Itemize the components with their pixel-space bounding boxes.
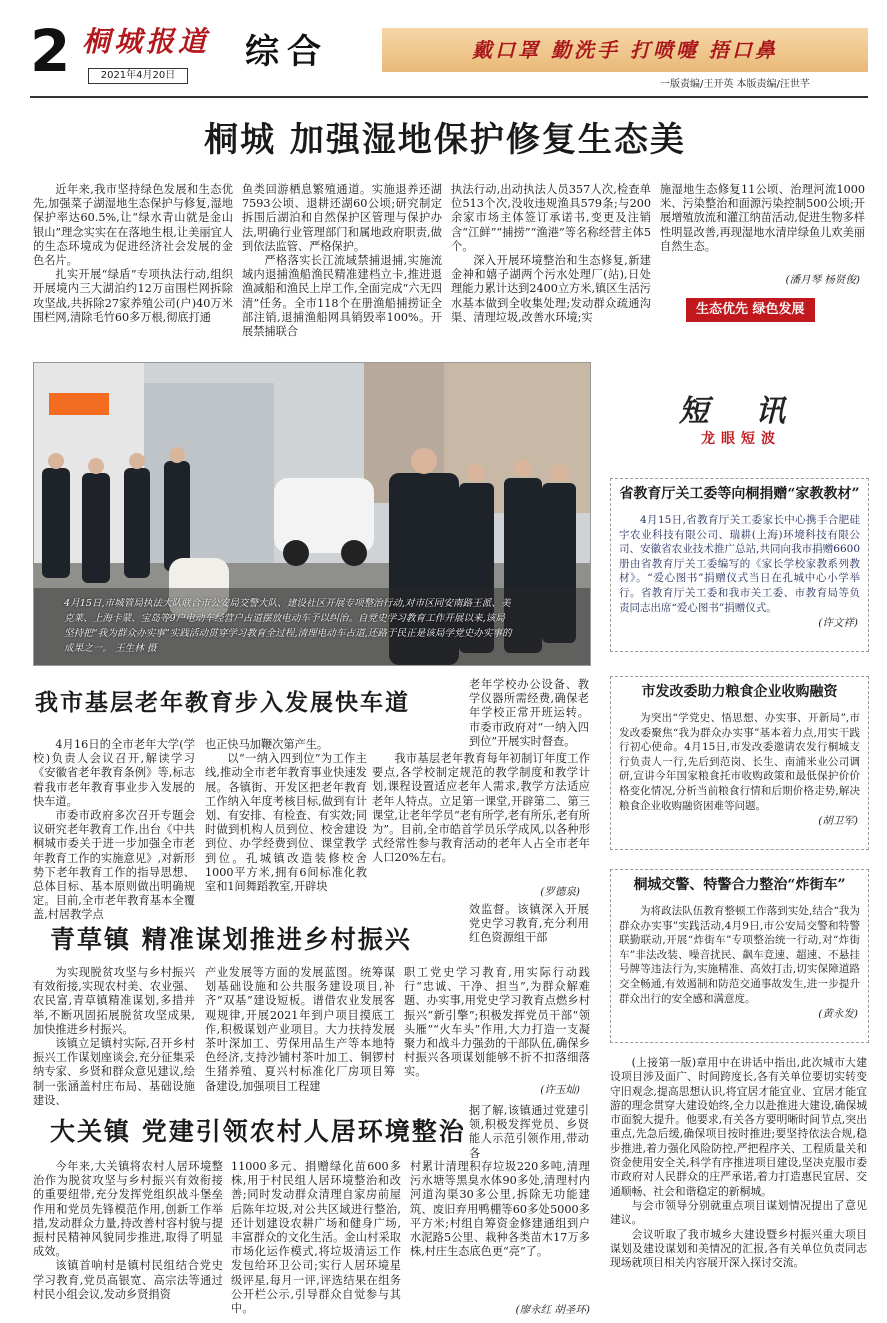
page-number: 2 <box>30 17 71 85</box>
brief-banner-title: 短 讯 <box>678 394 804 429</box>
aging-paragraph: 我市基层老年教育每年初制订年度工作要点,各学校制定规范的教学制度和教学计划,课程设置适应老年人需求,教学方法适应老年人特点。立足第一课堂,开辟第二、第三课堂,让老年学员“老有所学,老有所乐,老有所为”。目前,全市皓首学员乐学成风,以各种形式经常性参与教育活动的老年人占全市老年人口20%左右。 <box>372 752 590 865</box>
lead-paragraph: 施湿地生态修复11公顷、治理河流1000米、污染整治和面源污染控制500公顷;开展增殖放流和灌江纳苗活动,促进生物多样性明显改善,再现湿地水清岸绿鱼儿欢美丽自然生态。 <box>660 183 865 253</box>
continued-article <box>610 1056 867 1270</box>
aging-col-3 <box>372 752 590 866</box>
aging-paragraph: 也正快马加鞭次第产生。 <box>205 738 329 751</box>
brief-item-text <box>619 513 860 615</box>
brief-item-text <box>619 904 860 1006</box>
daguan-paragraph: 11000多元、捐赠绿化苗600多株,用于村民组人居环境整治和改善;同时发动群众清理自家房前屋后陈年垃圾,对公共区域进行整治,还计划建设农耕广场和健身广场,丰富群众的文化生活。金山村采取市场化运作模式,将垃圾清运工作发包给环卫公司;实行人居环境星级评星,每月一评,评选结果在组务公开栏公示,引导群众自觉参与其中。 <box>231 1160 401 1316</box>
qingcao-col-3 <box>404 966 590 1080</box>
qingcao-paragraph: 该镇立足镇村实际,召开乡村振兴工作谋划座谈会,充分征集采纳专家、乡贤和群众意见建议,绘制一张涵盖村庄布局、基础设施建设、 <box>33 1037 195 1107</box>
brief-item-title: 桐城交警、特警合力整治“炸街车” <box>633 877 846 893</box>
aging-headline: 我市基层老年教育步入发展快车道 <box>35 689 410 716</box>
daguan-paragraph: 该镇首响村是镇村民组结合党史学习教育,党员高银宽、高宗法等通过村民小组会议,发动乡贤捐资 <box>33 1259 223 1301</box>
top-banner-text: 戴口罩 勤洗手 打喷嚏 捂口鼻 <box>472 38 778 62</box>
daguan-paragraph: 今年来,大关镇将农村人居环境整治作为脱贫攻坚与乡村振兴有效衔接的重要纽带,充分发挥党组织战斗堡垒作用和党员先锋模范作用,创新工作举措,发动群众力量,持改善村容村貌与提振村民精神风貌同步推进,取得了明显成效。 <box>33 1160 223 1259</box>
lead-paragraph: 扎实开展“绿盾”专项执法行动,组织开展境内三大湖泊约12万亩围栏网拆除攻坚战,共拆除27家养殖公司(户)40万米围栏网,清除毛竹60多万根,彻底打通 <box>33 268 233 324</box>
masthead <box>0 0 887 110</box>
daguan-col-top: 据了解,该镇通过党建引领,积极发挥党员、乡贤能人示范引领作用,带动各 <box>469 1104 589 1160</box>
brief-item-title: 省教育厅关工委等向桐捐赠“家教教材” <box>619 486 860 502</box>
brief-banner-subtitle: 龙眼短波 <box>701 431 781 447</box>
qingcao-col-top: 效监督。该镇深入开展党史学习教育,充分利用红色资源组干部 <box>469 903 589 945</box>
qingcao-headline: 青草镇 精准谋划推进乡村振兴 <box>50 925 412 954</box>
brief-banner <box>626 394 856 454</box>
daguan-paragraph: 村累计清理积存垃圾220多吨,清理污水塘等黑臭水体90多处,清理村内河道沟渠30多公里,拆除无功能建筑、废旧弃用鸭棚等60多处5000多平方米;村组自筹资金修建通组到户水泥路5公里、栽种各类苗木17万多株,村庄生态底色更“亮”了。 <box>410 1160 590 1259</box>
masthead-rule <box>30 96 868 98</box>
paper-name: 桐城报道 <box>82 25 211 58</box>
lead-paragraph: 执法行动,出动执法人员357人次,检查单位513个次,没收违规渔具579条;与200余家市场主体签订承诺书,变更及注销含“江鲜”“捕捞”“渔港”等名称经营主体5个。 <box>451 183 651 253</box>
aging-col-2 <box>205 738 367 894</box>
aging-col-1 <box>33 738 195 923</box>
daguan-col-2 <box>231 1160 401 1316</box>
aging-paragraph: 4月16日的全市老年大学(学校)负责人会议召开,解读学习《安徽省老年教育条例》等,标志着我市老年教育事业步入发展的快车道。 <box>33 738 195 808</box>
daguan-author: (廖永红 胡圣环) <box>515 1304 590 1316</box>
qingcao-author: (许玉灿) <box>540 1084 580 1096</box>
brief-item-author: (黄永发) <box>818 1008 858 1021</box>
aging-col-top: 老年学校办公设备、教学仪器所需经费,确保老年学校正常开班运转。市委市政府对“一纳入四到位”开展实时督查。 <box>469 678 589 748</box>
lead-tag <box>686 298 815 322</box>
aging-paragraph: 市委市政府多次召开专题会议研究老年教育工作,出台《中共桐城市委关于进一步加强全市老年教育工作的实施意见》,对新形势下老年教育工作的指导思想、总体目标、基本原则做出明确规定。目前,全市老年教育基本全覆盖,村居教学点 <box>33 809 195 922</box>
lead-col-4 <box>660 183 865 254</box>
lead-paragraph: 近年来,我市坚持绿色发展和生态优先,加强菜子湖湿地生态保护与修复,湿地保护率达60.5%,让“绿水青山就是金山银山”理念实实在在落地生根,让美丽宜人的生态环境成为促进经济社会发展的金色名片。 <box>33 183 233 268</box>
brief-item-author: (许文祥) <box>818 617 858 630</box>
issue-date: 2021年4月20日 <box>88 68 188 84</box>
brief-paragraph: 为将政法队伍教育整顿工作落到实处,结合“我为群众办实事”实践活动,4月9日,市公安局交警和特警联勤联动,开展“炸街车”专项整治统一行动,对“炸街车”非法改装、噪音扰民、飙车竞速、超速、不悬挂号牌等违法行为,实施精准、高效打击,切实保障道路交全畅通,有效遏制和防范交通事故发生,进一步提升群众出行的安全感和满意度。 <box>619 905 860 1005</box>
aging-author: (罗德泉) <box>540 886 580 898</box>
continued-paragraph: 会议听取了我市城乡大建设暨乡村振兴重大项目谋划及建设谋划和美情况的汇报,各有关单位负责同志现场就项目相关内容展开深入探讨交流。 <box>610 1227 867 1270</box>
daguan-headline: 大关镇 党建引领农村人居环境整治 <box>50 1117 466 1146</box>
lead-paragraph: 深入开展环境整治和生态修复,新建金神和嬉子湖两个污水处理厂(站),日处理能力累计达到2400立方米,镇区生活污水基本做到全收集处理;发动群众疏通沟渠、清理垃圾,改善水环境;实 <box>451 254 651 324</box>
brief-paragraph: 4月15日,省教育厅关工委家长中心携手合肥硅宇农业科技有限公司、瑞耕(上海)环境科技有限公司、安徽省农业技术推广总站,共同向我市捐赠6600册由省教育厅关工委编写的《家长学校家教系列教材》。“爱心图书”捐赠仪式当日在孔城中心小学举行。省教育厅关工委和我市关工委、市教育局等负责同志出席“爱心图书”捐赠仪式。 <box>619 514 860 614</box>
section-title: 综合 <box>245 32 329 72</box>
eco-tag: 生态优先 绿色发展 <box>686 298 815 322</box>
qingcao-paragraph: 为实现脱贫攻坚与乡村振兴有效衔接,实现农村美、农业强、农民富,青草镇精准谋划,多措并举,不断巩固拓展脱贫攻坚成果,加快推进乡村振兴。 <box>33 966 195 1036</box>
brief-paragraph: 为突出“学党史、悟思想、办实事、开新局”,市发改委聚焦“我为群众办实事”基本着力点,用实干践行初心使命。4月15日,市发改委邀请农发行桐城支行负责人一行,先后到范岗、长生、南浦米业公司调研,宣讲今年国家粮食托市收购政策和最低保护价价格变化情况,分析当前粮食行情和后期价格走势,解决粮食企业收购融资困难等问题。 <box>619 712 860 812</box>
brief-item-1 <box>610 478 869 652</box>
lead-col-1 <box>33 183 233 325</box>
brief-item-text <box>619 711 860 813</box>
lead-author: (潘月琴 杨贤俊) <box>785 274 860 286</box>
qingcao-paragraph: 职工党史学习教育,用实际行动践行“忠诚、干净、担当”,为群众解难题、办实事,用党史学习教育点燃乡村振兴“新引擎”;积极发挥党员干部“领头雁”“火车头”作用,大力打造一支凝聚力和战斗力强劲的干部队伍,确保乡村振兴各项谋划能够不折不扣落细落实。 <box>404 966 590 1079</box>
photo-caption: 4月15日,市城管局执法大队联合市公安局交警大队、建设社区开展专项整治行动,对市区同安南路王派、美克莱、上海卡蒙、宝岛等9户电动车经营户占道摆放电动车予以纠治。自党史学习教育工作开展以来,该局坚持把“我为群众办实事”实践活动贯穿学习教育全过程,清理电动车占道,还路于民正是该局学党史办实事的成果之一。 王生林 摄 <box>64 598 512 654</box>
lead-col-2 <box>242 183 442 339</box>
aging-paragraph: 以“一纳入四到位”为工作主线,推动全市老年教育事业快速发展。各镇街、开发区把老年教育工作纳入年度考核目标,做到有计划、有安排、有检查、有实效;同时做到机构人员到位、校舍建设到位、办学经费到位、课堂教学到位。孔城镇改造装修校舍1000平方米,拥有6间标准化教室和1间舞蹈教室,开辟块 <box>205 752 367 894</box>
lead-paragraph: 鱼类回游栖息繁殖通道。实施退养还湖7593公顷、退耕还湖60公顷;研究制定拆围后湖泊和自然保护区管理与保护办法,明确行业管理部门和属地政府职责,做到依法监管、严格保护。 <box>242 183 442 253</box>
lead-headline: 桐城 加强湿地保护修复生态美 <box>204 120 686 160</box>
continued-paragraph: 与会市领导分别就重点项目谋划情况提出了意见建议。 <box>610 1198 867 1227</box>
brief-item-author: (胡卫军) <box>818 815 858 828</box>
brief-item-3 <box>610 869 869 1043</box>
daguan-col-3 <box>410 1160 590 1259</box>
lead-col-3 <box>451 183 651 325</box>
qingcao-col-2 <box>205 966 395 1094</box>
daguan-col-1 <box>33 1160 223 1302</box>
brief-item-title: 市发改委助力粮食企业收购融资 <box>641 684 838 700</box>
qingcao-paragraph: 产业发展等方面的发展蓝图。统筹谋划基础设施和公共服务建设项目,补齐“双基”建设短板。谱借农业发展客观规律,开展2021年到户项目摸底工作,积极谋划产业项目。大力扶持发展茶叶深加工、劳保用品生产等本地特色经济,支持沙铺村茶叶加工、铜锣村生猪养殖、夏兴村标准化厂房项目筹备建设,加强项目工程建 <box>205 966 395 1093</box>
editors-line: 一版责编/王开英 本版责编/汪世芊 <box>660 79 810 90</box>
lead-paragraph: 严格落实长江流域禁捕退捕,实施流域内退捕渔船渔民精准建档立卡,推进退渔减船和渔民上岸工作,全面完成“六无四清”任务。全市118个在册渔船捕捞证全部注销,退捕渔船网具销毁率100%。开展禁捕联合 <box>242 254 442 339</box>
brief-item-2 <box>610 676 869 850</box>
qingcao-col-1 <box>33 966 195 1108</box>
continued-paragraph: (上接第一版)章用中在讲话中指出,此次城市大建设项目涉及面广、时间跨度长,各有关单位要切实转变守旧观念,提高思想认识,将宜居才能宜业、宜居才能宜游的理念贯穿大建设始终,全力以赴推进大建设,确保城市面貌大提升。他要求,有关各方要明晰时间节点,突出重点,先急后缓,确保项目按时推进;要坚持依法合规,稳步推进,着力强化风险防控,严把程序关、工程质量关和资金使用安全关,科学有序推进项目建设,坚决克服市委市政府对人民群众的庄严承诺,着力打造惠民宜居、交通顺畅、社会和谐稳定的新桐城。 <box>610 1056 867 1198</box>
